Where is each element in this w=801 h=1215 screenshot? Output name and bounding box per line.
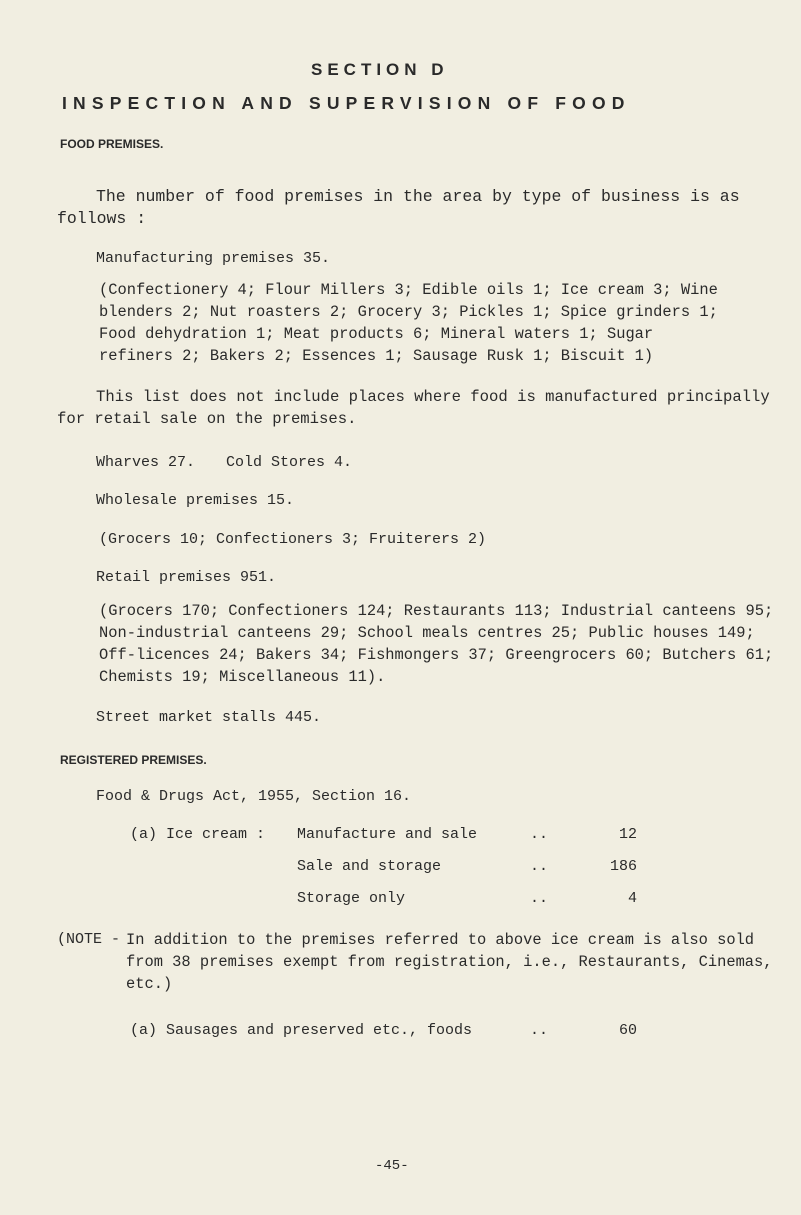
- note-label: (NOTE -: [57, 931, 121, 948]
- section-title: SECTION D: [311, 60, 449, 79]
- retail-detail: (Grocers 170; Confectioners 124; Restaurants 113; Industrial canteens 95;: [99, 602, 774, 620]
- row-label: Manufacture and sale: [297, 826, 478, 843]
- manufacturing-detail: (Confectionery 4; Flour Millers 3; Edible oils 1; Ice cream 3; Wine: [99, 281, 718, 299]
- street-market-stalls: Street market stalls 445.: [96, 709, 322, 726]
- registered-premises-title: REGISTERED PREMISES.: [60, 753, 207, 767]
- page-heading: INSPECTION AND SUPERVISION OF FOOD: [62, 93, 631, 113]
- row-value: 4: [627, 890, 637, 907]
- row-dots: ..: [530, 858, 549, 875]
- row-dots: ..: [530, 826, 549, 843]
- note-text: In addition to the premises referred to above ice cream is also sold: [126, 931, 755, 949]
- row-dots: ..: [530, 890, 549, 907]
- manufacturing-detail: Food dehydration 1; Meat products 6; Mineral waters 1; Sugar: [99, 325, 654, 343]
- note-line: This list does not include places where food is manufactured principally: [96, 388, 770, 406]
- intro-line: The number of food premises in the area by type of business is as: [96, 187, 740, 206]
- wholesale-premises: Wholesale premises 15.: [96, 492, 295, 509]
- manufacturing-premises: Manufacturing premises 35.: [96, 250, 331, 267]
- row-label: Storage only: [297, 890, 406, 907]
- ice-cream-label: (a) Ice cream :: [130, 826, 266, 843]
- sausages-dots: ..: [530, 1022, 549, 1039]
- retail-premises: Retail premises 951.: [96, 569, 277, 586]
- row-value: 12: [618, 826, 637, 843]
- act-reference: Food & Drugs Act, 1955, Section 16.: [96, 788, 412, 805]
- row-value: 186: [609, 858, 637, 875]
- wharves: Wharves 27.: [96, 454, 196, 471]
- sausages-value: 60: [618, 1022, 637, 1039]
- row-label: Sale and storage: [297, 858, 442, 875]
- note-line: for retail sale on the premises.: [57, 410, 357, 428]
- retail-detail: Off-licences 24; Bakers 34; Fishmongers 37; Greengrocers 60; Butchers 61;: [99, 646, 774, 664]
- note-text: etc.): [126, 975, 173, 993]
- retail-detail: Chemists 19; Miscellaneous 11).: [99, 668, 386, 686]
- page-number: -45-: [375, 1158, 409, 1174]
- note-text: from 38 premises exempt from registration, i.e., Restaurants, Cinemas,: [126, 953, 773, 971]
- sausages-label: (a) Sausages and preserved etc., foods: [130, 1022, 473, 1039]
- cold-stores: Cold Stores 4.: [226, 454, 353, 471]
- manufacturing-detail: refiners 2; Bakers 2; Essences 1; Sausage Rusk 1; Biscuit 1): [99, 347, 654, 365]
- intro-line: follows :: [57, 209, 147, 228]
- retail-detail: Non-industrial canteens 29; School meals centres 25; Public houses 149;: [99, 624, 755, 642]
- manufacturing-detail: blenders 2; Nut roasters 2; Grocery 3; Pickles 1; Spice grinders 1;: [99, 303, 718, 321]
- wholesale-detail: (Grocers 10; Confectioners 3; Fruiterers 2): [99, 531, 487, 548]
- food-premises-title: FOOD PREMISES.: [60, 137, 164, 151]
